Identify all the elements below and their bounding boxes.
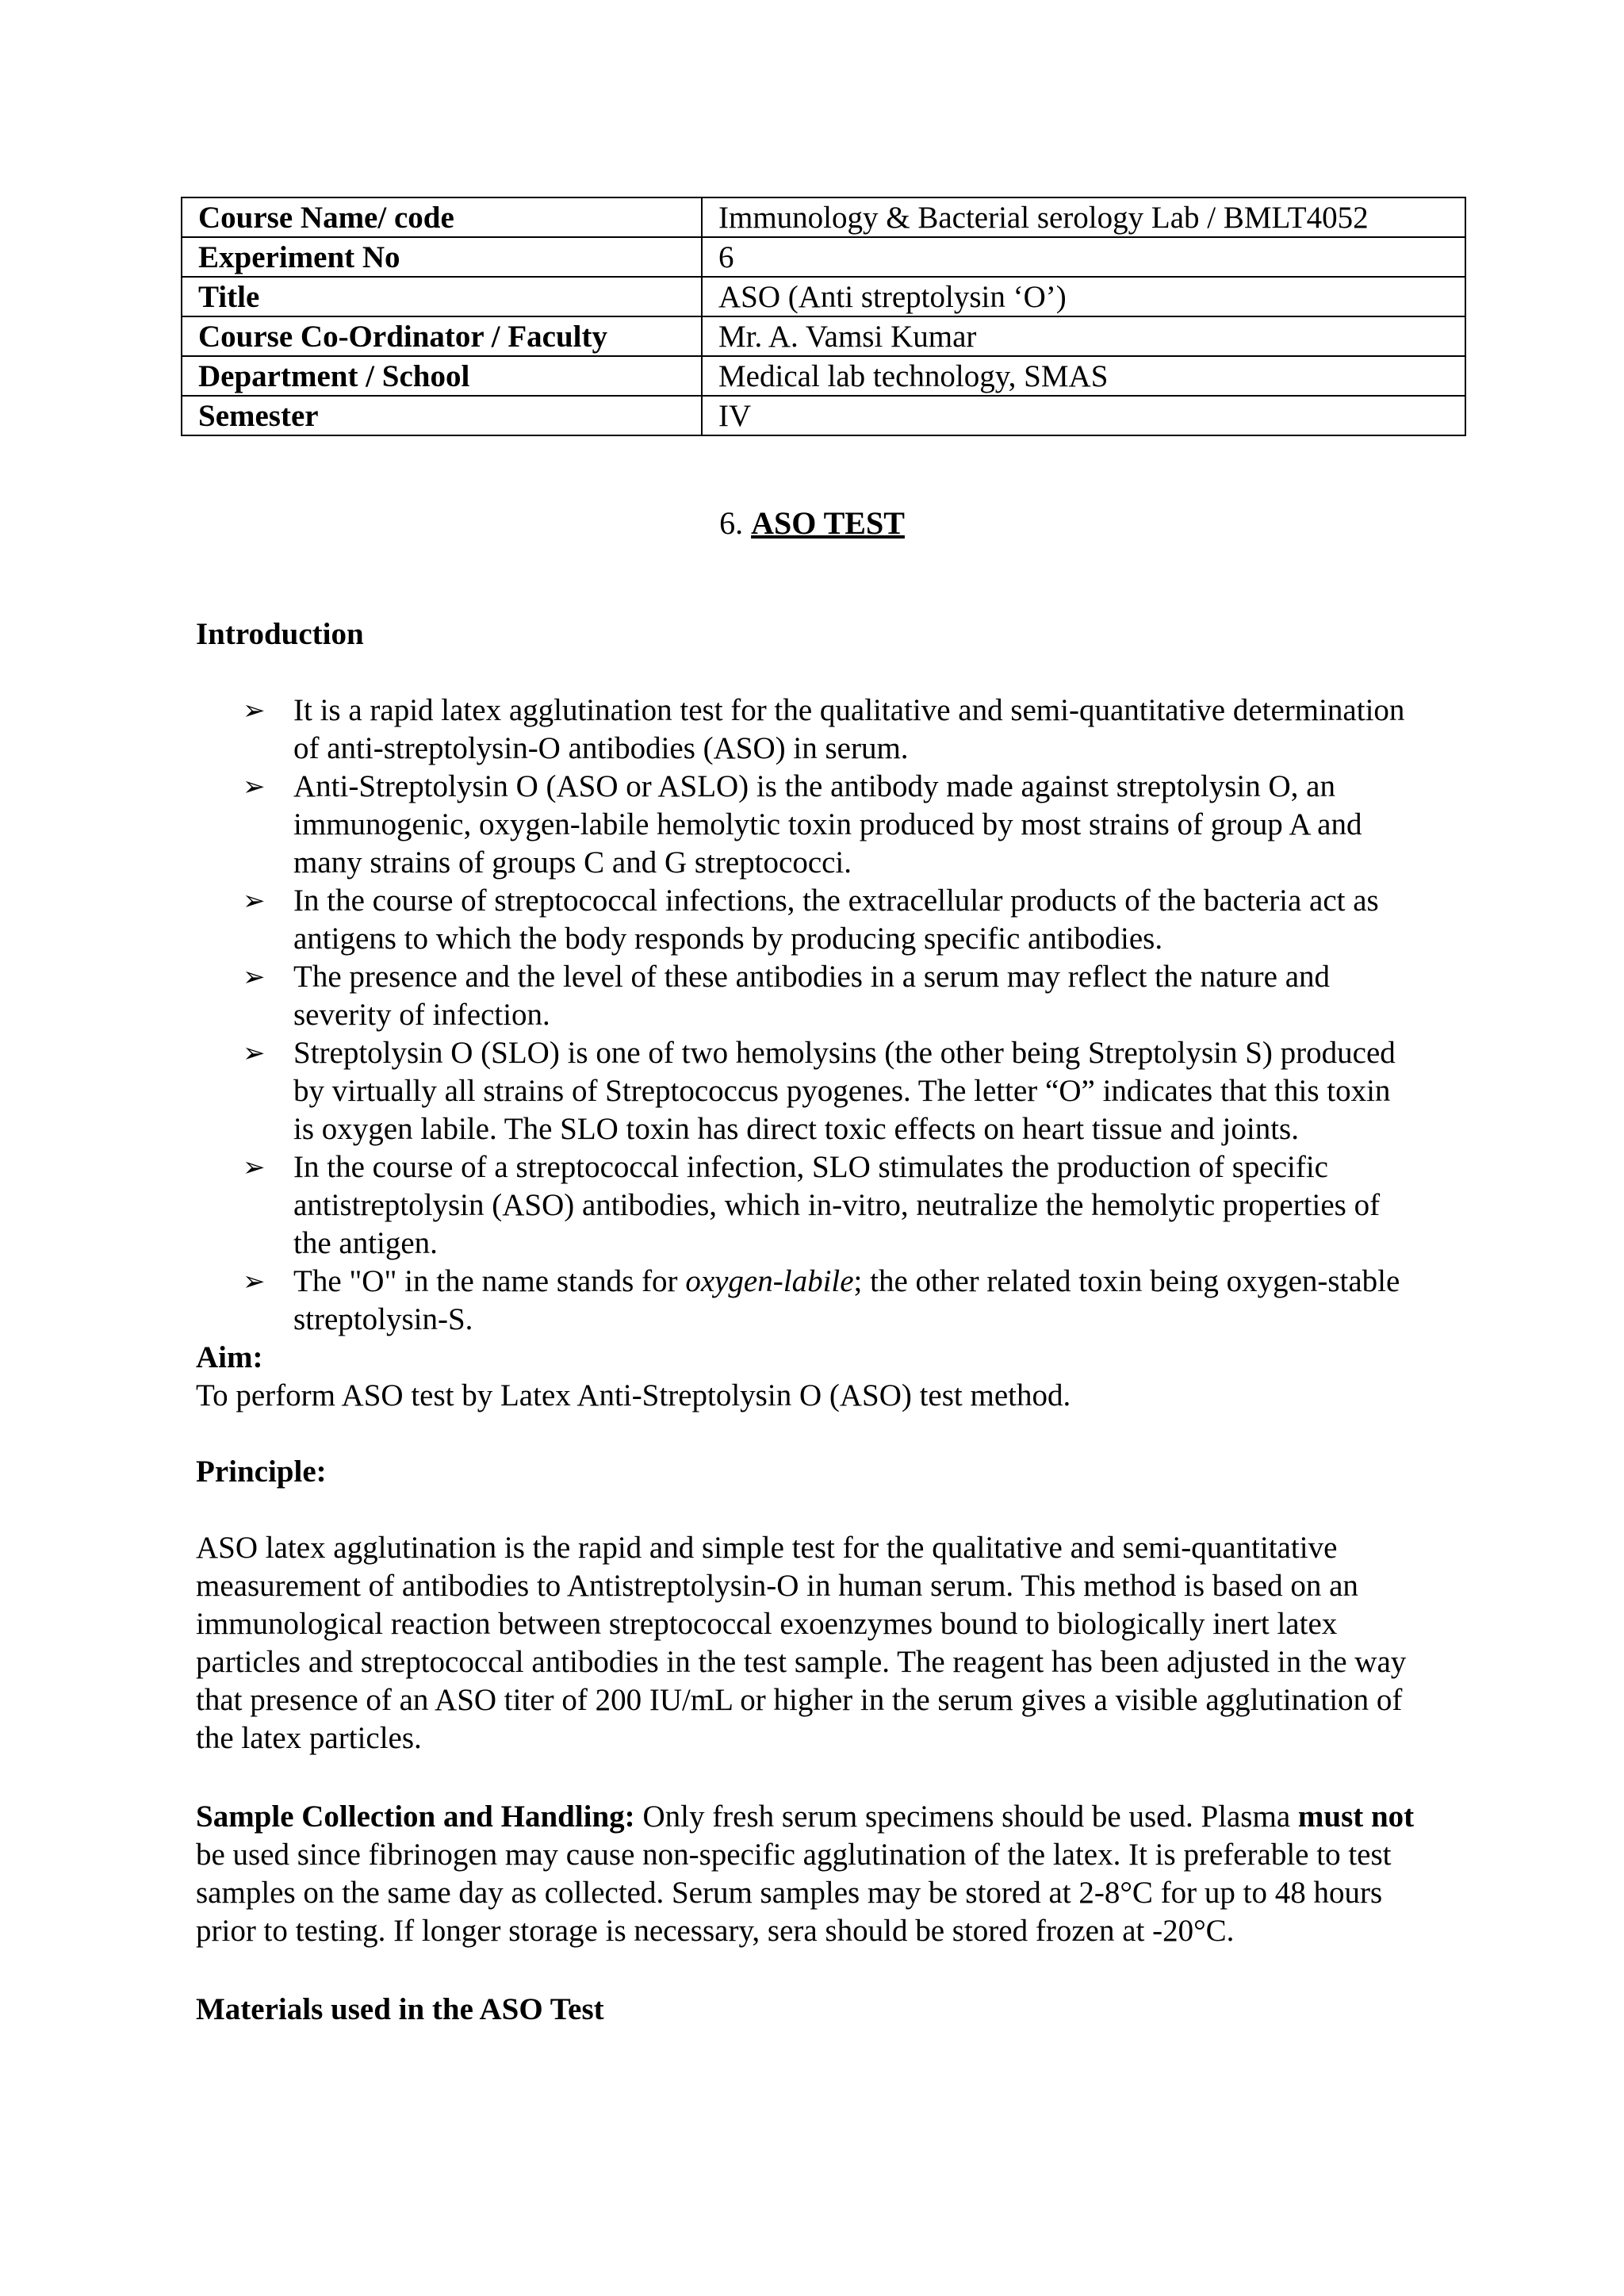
- oxygen-labile-term: oxygen-labile: [685, 1264, 854, 1298]
- table-row: [182, 277, 1465, 316]
- page-title: [0, 504, 1624, 542]
- course-info-table: [181, 197, 1466, 436]
- list-item: ➢ The presence and the level of these antibodies in a serum may reflect the nature and severity of infection.: [243, 960, 1331, 1032]
- department-label: Department / School: [182, 356, 702, 396]
- title-value: ASO (Anti streptolysin ‘O’): [702, 277, 1465, 316]
- title-label: Title: [182, 277, 702, 316]
- table-row: [182, 237, 1465, 277]
- coordinator-value: Mr. A. Vamsi Kumar: [702, 316, 1465, 356]
- semester-label: Semester: [182, 396, 702, 435]
- list-item: ➢ In the course of streptococcal infections, the extracellular products of the bacteria act as antigens to which the body responds by producing specific antibodies.: [243, 884, 1379, 956]
- title-number: 6.: [719, 505, 752, 541]
- table-row: [182, 396, 1465, 435]
- arrow-bullet-icon: ➢: [243, 1266, 266, 1297]
- aim-heading: Aim:: [196, 1340, 263, 1374]
- arrow-bullet-icon: ➢: [243, 695, 266, 726]
- materials-heading: Materials used in the ASO Test: [196, 1992, 604, 2026]
- arrow-bullet-icon: ➢: [243, 961, 266, 993]
- list-item: ➢ Streptolysin O (SLO) is one of two hemolysins (the other being Streptolysin S) produced by virtually all strains of Streptococcus pyogenes. The letter “O” indicates that this toxin is oxygen labile. The SLO toxin has direct toxic effects on heart tissue and joints.: [243, 1036, 1396, 1146]
- department-value: Medical lab technology, SMAS: [702, 356, 1465, 396]
- arrow-bullet-icon: ➢: [243, 1037, 266, 1069]
- introduction-list: [196, 692, 1417, 1339]
- introduction-heading: Introduction: [196, 617, 364, 651]
- semester-value: IV: [702, 396, 1465, 435]
- arrow-bullet-icon: ➢: [243, 1152, 266, 1183]
- title-text: ASO TEST: [751, 505, 905, 541]
- list-item: ➢ In the course of a streptococcal infection, SLO stimulates the production of specific antistreptolysin (ASO) antibodies, which in-vitro, neutralize the hemolytic properties of the antigen.: [243, 1150, 1381, 1260]
- aim-text: To perform ASO test by Latex Anti-Streptolysin O (ASO) test method.: [196, 1378, 1071, 1412]
- table-row: [182, 356, 1465, 396]
- experiment-no-value: 6: [702, 237, 1465, 277]
- course-name-label: Course Name/ code: [182, 197, 702, 237]
- list-item: ➢ The "O" in the name stands for oxygen-labile; the other related toxin being oxygen-stable streptolysin-S.: [243, 1264, 1400, 1336]
- principle-heading: Principle:: [196, 1455, 327, 1489]
- document-body: [196, 615, 1417, 2029]
- arrow-bullet-icon: ➢: [243, 885, 266, 917]
- principle-text: ASO latex agglutination is the rapid and simple test for the qualitative and semi-quantitative measurement of antibodies to Antistreptolysin-O in human serum. This method is based on an immunological reaction between streptococcal exoenzymes bound to biologically inert latex particles and streptococcal antibodies in the test sample. The reagent has been adjusted in the way that presence of an ASO titer of 200 IU/mL or higher in the serum gives a visible agglutination of the latex particles.: [196, 1531, 1407, 1755]
- table-row: [182, 197, 1465, 237]
- table-row: [182, 316, 1465, 356]
- sample-paragraph: Sample Collection and Handling: Only fresh serum specimens should be used. Plasma must not be used since fibrinogen may cause non-specific agglutination of the latex. It is preferable to test samples on the same day as collected. Serum samples may be stored at 2-8°C for up to 48 hours prior to testing. If longer storage is necessary, sera should be stored frozen at -20°C.: [196, 1800, 1415, 1948]
- experiment-no-label: Experiment No: [182, 237, 702, 277]
- sample-heading: Sample Collection and Handling:: [196, 1800, 635, 1834]
- coordinator-label: Course Co-Ordinator / Faculty: [182, 316, 702, 356]
- list-item: ➢ It is a rapid latex agglutination test for the qualitative and semi-quantitative determination of anti-streptolysin-O antibodies (ASO) in serum.: [243, 693, 1405, 765]
- must-not-emphasis: must not: [1297, 1800, 1415, 1834]
- arrow-bullet-icon: ➢: [243, 771, 266, 803]
- list-item: ➢ Anti-Streptolysin O (ASO or ASLO) is the antibody made against streptolysin O, an immunogenic, oxygen-labile hemolytic toxin produced by most strains of group A and many strains of groups C and G streptococci.: [243, 769, 1362, 880]
- course-name-value: Immunology & Bacterial serology Lab / BMLT4052: [702, 197, 1465, 237]
